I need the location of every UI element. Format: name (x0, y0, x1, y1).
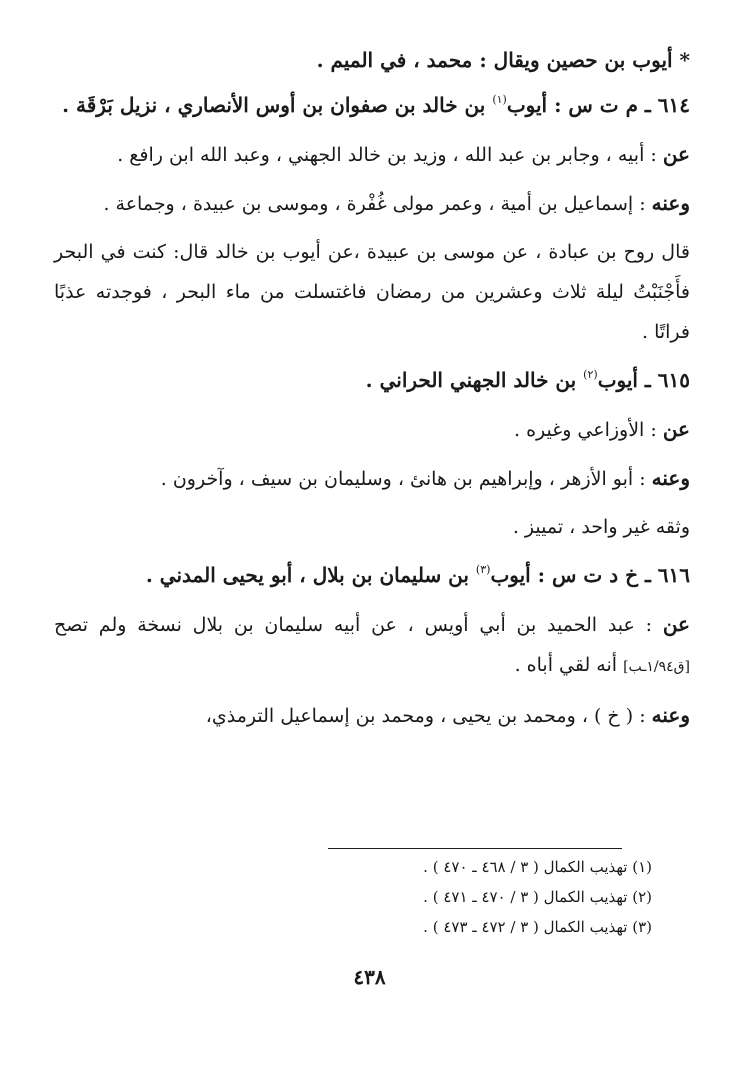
entry-615-students (54, 458, 690, 499)
entry-616-heading (54, 555, 690, 596)
entry-615-heading (54, 360, 690, 401)
entry-heading-part: ٦١٥ ـ أيوب (597, 368, 690, 392)
an-label: عن (662, 417, 690, 441)
page-body (54, 40, 690, 744)
entry-heading-part: بن سليمان بن بلال ، أبو يحيى المدني . (145, 563, 476, 587)
entry-616-students (54, 695, 690, 736)
an-label: عن (662, 142, 690, 166)
entry-616-teachers (54, 604, 690, 687)
footnote-2: (٢) تهذيب الكمال ( ٣ / ٤٧٠ ـ ٤٧١ ) . (423, 888, 652, 906)
wa-anhu-label: وعنه (651, 191, 690, 215)
footnote-divider (328, 848, 622, 849)
entry-615-teachers (54, 409, 690, 450)
students-text: : أبو الأزهر ، وإبراهيم بن هانئ ، وسليمان بن سيف ، وآخرون . (160, 468, 652, 490)
entry-615-note: وثقه غير واحد ، تمييز . (512, 516, 690, 538)
footnote-1: (١) تهذيب الكمال ( ٣ / ٤٦٨ ـ ٤٧٠ ) . (423, 858, 652, 876)
entry-heading-part: ٦١٦ ـ خ د ت س : أيوب (490, 563, 690, 587)
footnote-3: (٣) تهذيب الكمال ( ٣ / ٤٧٢ ـ ٤٧٣ ) . (423, 918, 652, 936)
entry-heading-part: بن خالد الجهني الحراني . (365, 368, 584, 392)
entry-614-narration: قال روح بن عبادة ، عن موسى بن عبيدة ،عن أيوب بن خالد قال: كنت في البحر فأَجْنَبْتُ ليلة ثلاث وعشرين من رمضان فاغتسلت من ماء البحر ، فوجدته عذبًا فراتًا . (54, 241, 690, 343)
entry-614-teachers (54, 134, 690, 175)
footnotes (60, 852, 652, 942)
teachers-text: : الأوزاعي وغيره . (514, 419, 663, 441)
cross-reference-entry (54, 40, 690, 81)
entry-614-students (54, 183, 690, 224)
cross-reference-heading: * أيوب بن حصين ويقال : محمد ، في الميم . (316, 48, 690, 72)
teachers-text: : عبد الحميد بن أبي أويس ، عن أبيه سليمان بن بلال نسخة ولم تصح (54, 614, 663, 636)
entry-heading-part: ٦١٤ ـ م ت س : أيوب (506, 93, 690, 117)
footnote-marker: (١) (492, 93, 507, 106)
wa-anhu-label: وعنه (651, 703, 690, 727)
footnote-marker: (٣) (475, 563, 491, 576)
wa-anhu-label: وعنه (651, 466, 690, 490)
teachers-text: : أبيه ، وجابر بن عبد الله ، وزيد بن خالد الجهني ، وعبد الله ابن رافع . (117, 144, 663, 166)
students-text: : إسماعيل بن أمية ، وعمر مولى غُفْرة ، وموسى بن عبيدة ، وجماعة . (103, 193, 652, 215)
entry-614-heading (54, 85, 690, 126)
manuscript-folio-reference: [ق١/٩٤ـب] (623, 659, 690, 675)
footnote-marker: (٢) (583, 368, 598, 381)
page-number: ٤٣٨ (353, 965, 386, 989)
teachers-text: أنه لقي أباه . (514, 654, 624, 676)
an-label: عن (662, 612, 690, 636)
students-text: : ( خ ) ، ومحمد بن يحيى ، ومحمد بن إسماعيل الترمذي، (205, 705, 652, 727)
entry-heading-part: بن خالد بن صفوان بن أوس الأنصاري ، نزيل بَرْقَة . (62, 93, 493, 117)
